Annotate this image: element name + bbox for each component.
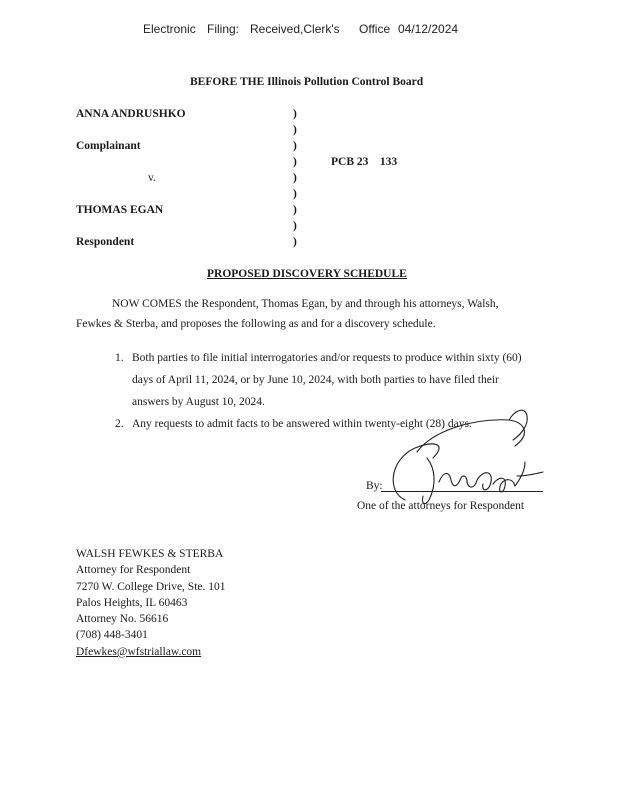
intro-line-1: NOW COMES the Respondent, Thomas Egan, by and through his attorneys, Walsh, [112,298,499,310]
complainant-role: Complainant [76,140,141,152]
caption-paren: ) [293,140,297,152]
caption-paren: ) [293,108,297,120]
caption-paren: ) [293,220,297,232]
caption-paren: ) [293,204,297,216]
firm-name: WALSH FEWKES & STERBA [76,548,224,560]
filing-stamp-date: 04/12/2024 [398,22,459,36]
filing-stamp-received: Received,Clerk's [250,22,340,36]
caption-paren: ) [293,172,297,184]
document-title: PROPOSED DISCOVERY SCHEDULE [207,268,407,280]
caption-paren: ) [293,188,297,200]
firm-address-block [76,546,226,660]
firm-city: Palos Heights, IL 60463 [76,596,188,609]
item-number: 1. [115,352,124,364]
versus-label: v. [148,172,156,184]
respondent-role: Respondent [76,236,135,248]
filing-stamp-electronic: Electronic [143,22,196,36]
firm-email-link[interactable]: Dfewkes@wfstriallaw.com [76,645,202,658]
item-line: answers by August 10, 2024. [132,396,265,408]
firm-phone: (708) 448-3401 [76,629,148,642]
item-line: Both parties to file initial interrogatories and/or requests to produce within sixty (60) [132,352,522,364]
firm-street: 7270 W. College Drive, Ste. 101 [76,580,226,593]
signature-line [381,491,543,492]
intro-line-2: Fewkes & Sterba, and proposes the following as and for a discovery schedule. [76,318,436,330]
caption-paren: ) [293,156,297,168]
firm-attorney-number: Attorney No. 56616 [76,613,169,626]
caption-paren: ) [293,236,297,248]
filing-stamp-filing: Filing: [207,22,240,36]
case-number: PCB 23 133 [331,156,398,168]
item-line: Any requests to admit facts to be answered within twenty-eight (28) days. [132,418,472,430]
handwritten-signature [375,400,555,515]
item-number: 2. [115,418,124,430]
item-line: days of April 11, 2024, or by June 10, 2024, with both parties to have filed their [132,374,499,386]
caption-paren: ) [293,124,297,136]
respondent-name: THOMAS EGAN [76,204,164,216]
filing-stamp-office: Office [359,22,391,36]
board-title: BEFORE THE Illinois Pollution Control Board [190,76,424,88]
firm-role: Attorney for Respondent [76,564,191,577]
complainant-name: ANNA ANDRUSHKO [76,108,186,120]
signature-by-label: By: [366,480,383,492]
signature-caption: One of the attorneys for Respondent [357,500,525,512]
